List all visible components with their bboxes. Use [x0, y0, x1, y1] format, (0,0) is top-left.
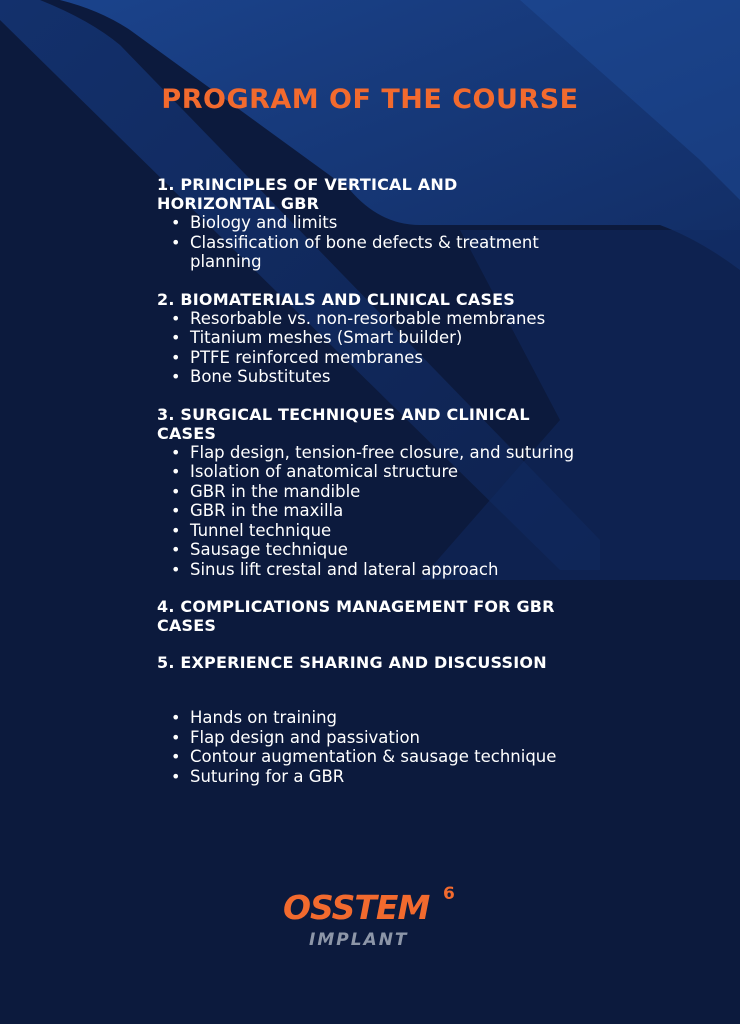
list-item: • Classification of bone defects & treatment planning	[157, 233, 577, 272]
list-item: • Biology and limits	[157, 213, 577, 233]
logo-subtitle: IMPLANT	[309, 930, 409, 950]
list-item: • Isolation of anatomical structure	[157, 462, 577, 482]
section-title: 5. EXPERIENCE SHARING AND DISCUSSION	[157, 653, 547, 672]
list-item: • Tunnel technique	[157, 521, 577, 541]
list-item: • GBR in the maxilla	[157, 501, 577, 521]
program-section	[157, 175, 577, 272]
program-section	[157, 290, 577, 387]
logo-wordmark: OSSTEM	[283, 888, 430, 927]
list-item: • GBR in the mandible	[157, 482, 577, 502]
list-item: • Titanium meshes (Smart builder)	[157, 328, 577, 348]
list-item: • Suturing for a GBR	[157, 767, 577, 787]
program-section	[157, 653, 577, 672]
list-item: • Sausage technique	[157, 540, 577, 560]
section-items	[157, 213, 577, 272]
page-title: PROGRAM OF THE COURSE	[161, 84, 579, 115]
list-item: • PTFE reinforced membranes	[157, 348, 577, 368]
section-items	[157, 309, 577, 387]
osstem-implant-logo	[283, 884, 473, 958]
course-program	[157, 175, 577, 786]
program-section	[157, 405, 577, 580]
list-item: • Contour augmentation & sausage technique	[157, 747, 577, 767]
training-items	[157, 708, 577, 786]
section-title: 3. SURGICAL TECHNIQUES AND CLINICAL CASES	[157, 404, 530, 443]
list-item: • Sinus lift crestal and lateral approach	[157, 560, 577, 580]
logo-superscript: 6	[443, 884, 455, 904]
list-item: • Bone Substitutes	[157, 367, 577, 387]
section-title: 2. BIOMATERIALS AND CLINICAL CASES	[157, 289, 516, 309]
list-item: • Hands on training	[157, 708, 577, 728]
list-item: • Flap design, tension-free closure, and suturing	[157, 443, 577, 463]
list-item: • Flap design and passivation	[157, 728, 577, 748]
program-section	[157, 597, 577, 635]
section-title: 4. COMPLICATIONS MANAGEMENT FOR GBR CASES	[157, 597, 555, 635]
list-item: • Resorbable vs. non-resorbable membranes	[157, 309, 577, 329]
section-title: 1. PRINCIPLES OF VERTICAL AND HORIZONTAL GBR	[157, 175, 458, 213]
section-items	[157, 443, 577, 580]
